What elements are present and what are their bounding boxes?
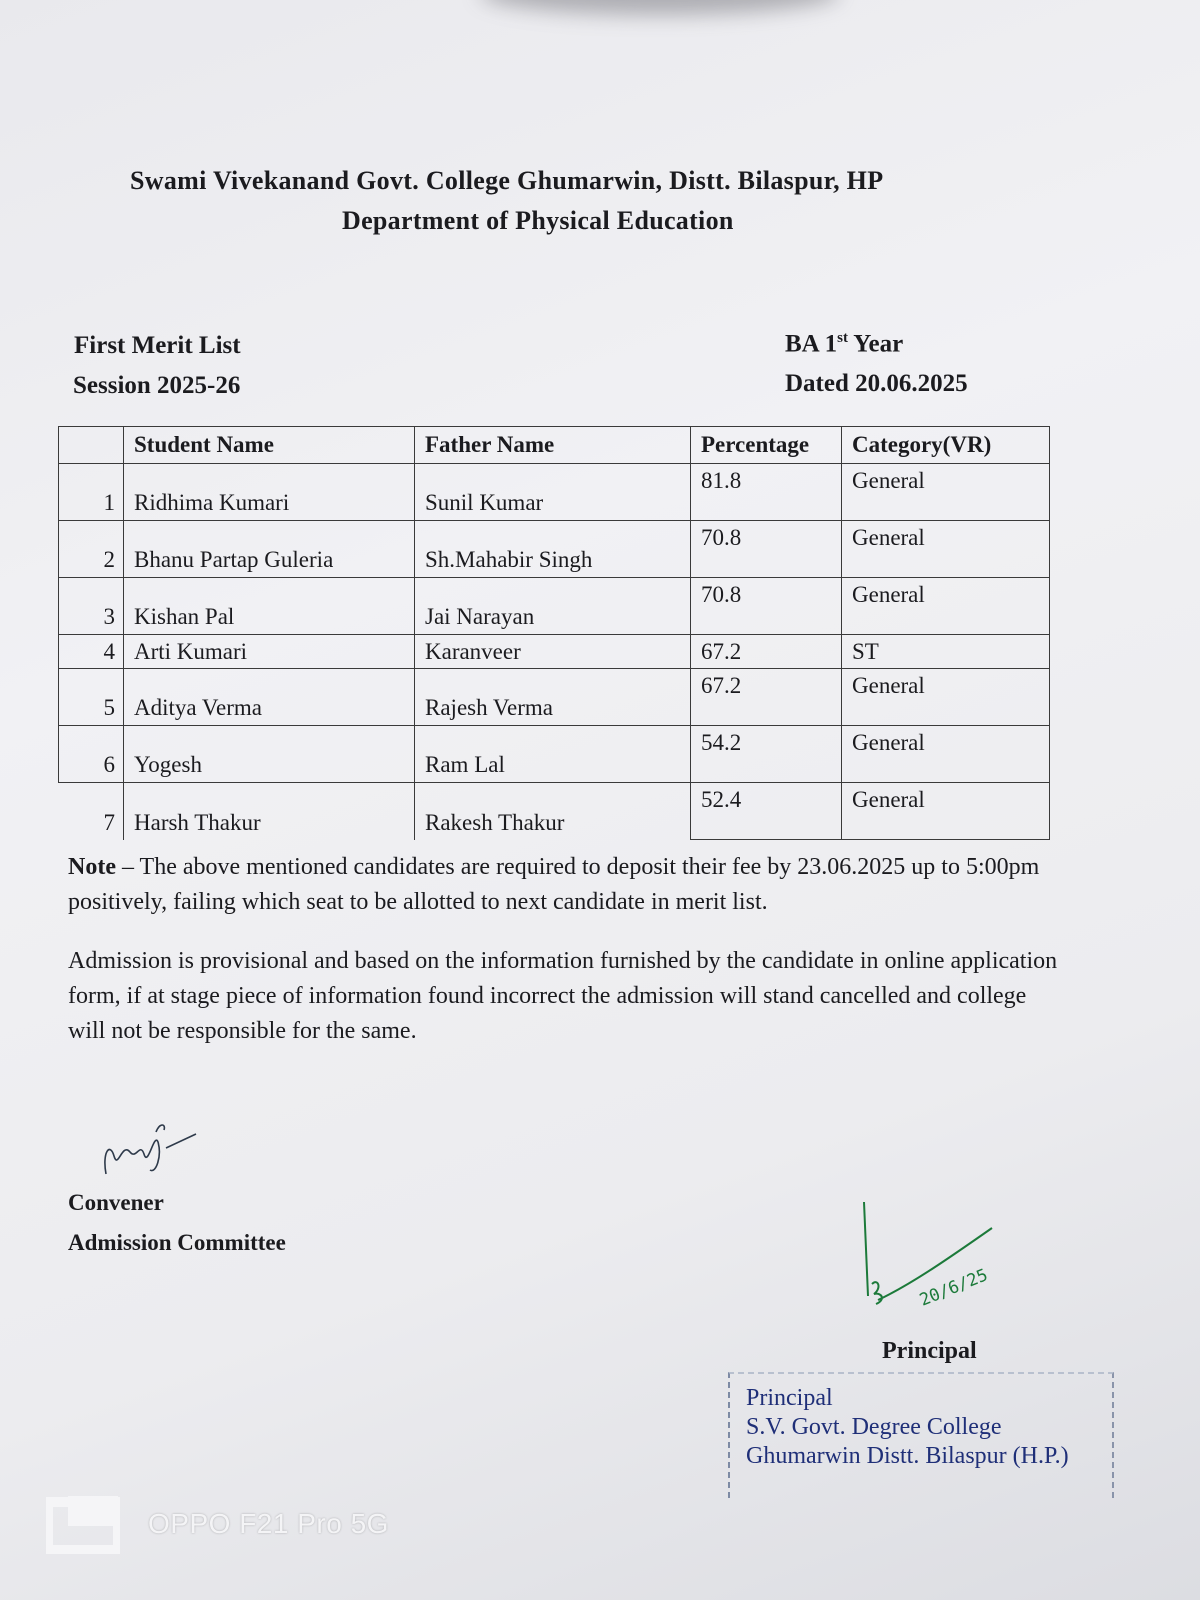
admission-paragraph: Admission is provisional and based on the information furnished by the candidate in online application form, if at stage piece of information found incorrect the admission will stand cancelled and college will not be responsible for the same.: [68, 948, 1058, 1044]
student-name: Bhanu Partap Guleria: [124, 521, 415, 578]
percentage: 70.8: [691, 521, 842, 578]
session: Session 2025-26: [73, 372, 241, 399]
camera-watermark: OPPO F21 Pro 5G: [148, 1508, 389, 1539]
student-name: Yogesh: [124, 726, 415, 783]
convener-signature-icon: [96, 1112, 206, 1192]
note-label: Note: [68, 854, 116, 880]
class-prefix: BA 1: [785, 330, 838, 358]
table-row: [59, 578, 1050, 635]
percentage: 52.4: [691, 783, 842, 840]
photo-shadow: [480, 0, 840, 15]
row-number: 3: [59, 578, 124, 635]
stamp-line-1: Principal: [746, 1385, 833, 1411]
col-percentage-header: Percentage: [691, 427, 842, 464]
merit-table: [58, 426, 1050, 840]
table-row: [59, 521, 1050, 578]
table-row: [59, 464, 1050, 521]
row-number: 7: [59, 783, 124, 840]
student-name: Ridhima Kumari: [124, 464, 415, 521]
note-text: – The above mentioned candidates are required to deposit their fee by 23.06.2025 up to 5:00pm positively, failing which seat to be allotted to next candidate in merit list.: [68, 854, 1040, 915]
class-suffix: Year: [847, 330, 904, 358]
student-name: Arti Kumari: [124, 635, 415, 669]
father-name: Ram Lal: [415, 726, 691, 783]
class-sup: st: [837, 330, 848, 346]
dated: Dated 20.06.2025: [785, 370, 968, 397]
department-name: Department of Physical Education: [342, 206, 734, 235]
table-row: [59, 635, 1050, 669]
percentage: 70.8: [691, 578, 842, 635]
table-row: [59, 783, 1050, 840]
table-row: [59, 726, 1050, 783]
percentage: 81.8: [691, 464, 842, 521]
convener-title: Convener: [68, 1190, 164, 1215]
table-header-row: [59, 427, 1050, 464]
stamp-line-2: S.V. Govt. Degree College: [746, 1414, 1002, 1440]
student-name: Harsh Thakur: [124, 783, 415, 840]
category: General: [842, 521, 1050, 578]
father-name: Karanveer: [415, 635, 691, 669]
table-row: [59, 669, 1050, 726]
row-number: 1: [59, 464, 124, 521]
father-name: Sunil Kumar: [415, 464, 691, 521]
principal-sign-date: 20/6/25: [916, 1265, 991, 1311]
class-year: [785, 330, 903, 358]
category: General: [842, 464, 1050, 521]
admission-committee: Admission Committee: [68, 1230, 286, 1255]
camera-mark-icon: [46, 1494, 120, 1554]
row-number: 4: [59, 635, 124, 669]
col-category-header: Category(VR): [842, 427, 1050, 464]
row-number: 6: [59, 726, 124, 783]
percentage: 67.2: [691, 635, 842, 669]
list-title: First Merit List: [74, 332, 241, 359]
father-name: Sh.Mahabir Singh: [415, 521, 691, 578]
category: ST: [842, 635, 1050, 669]
row-number: 2: [59, 521, 124, 578]
note-paragraph: [68, 850, 1078, 920]
college-name: Swami Vivekanand Govt. College Ghumarwin, Distt. Bilaspur, HP: [130, 166, 884, 195]
principal-signature-icon: [852, 1196, 1012, 1336]
father-name: Jai Narayan: [415, 578, 691, 635]
row-number: 5: [59, 669, 124, 726]
col-student-header: Student Name: [124, 427, 415, 464]
category: General: [842, 669, 1050, 726]
percentage: 54.2: [691, 726, 842, 783]
student-name: Aditya Verma: [124, 669, 415, 726]
col-father-header: Father Name: [415, 427, 691, 464]
category: General: [842, 726, 1050, 783]
col-no-header: [59, 427, 124, 464]
student-name: Kishan Pal: [124, 578, 415, 635]
principal-stamp: [728, 1372, 1114, 1498]
principal-title: Principal: [882, 1338, 977, 1364]
percentage: 67.2: [691, 669, 842, 726]
category: General: [842, 783, 1050, 840]
father-name: Rajesh Verma: [415, 669, 691, 726]
category: General: [842, 578, 1050, 635]
stamp-line-3: Ghumarwin Distt. Bilaspur (H.P.): [746, 1443, 1069, 1469]
father-name: Rakesh Thakur: [415, 783, 691, 840]
